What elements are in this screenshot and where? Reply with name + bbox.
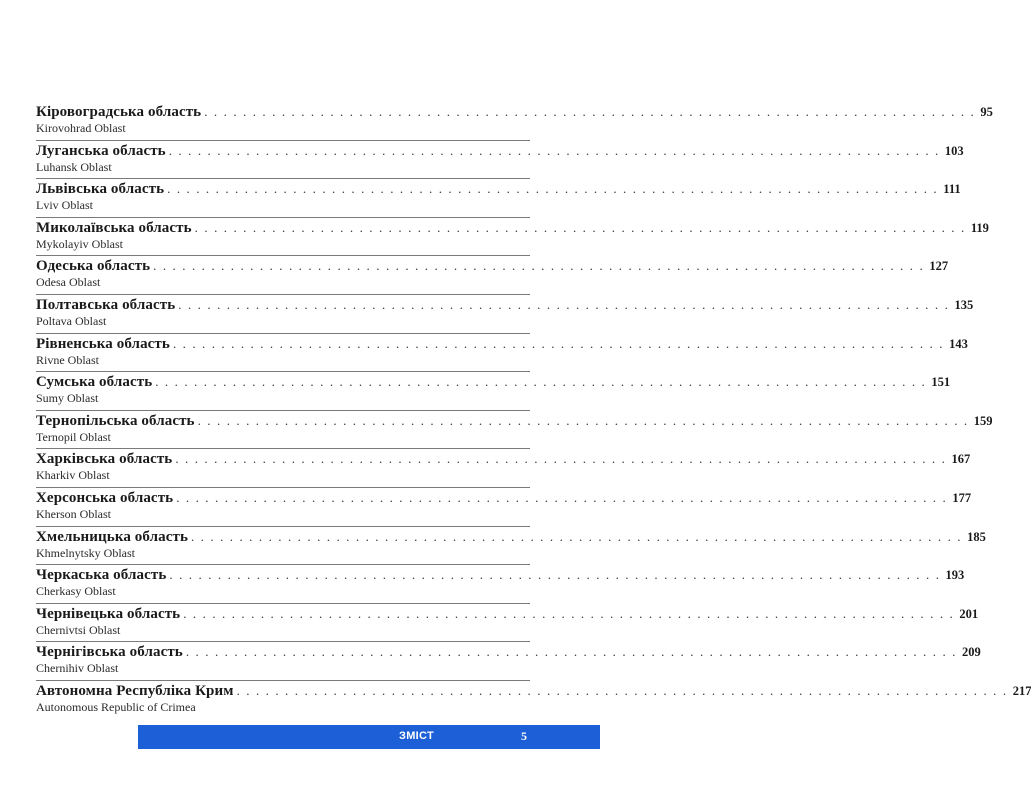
toc-entry-title: Одеська область [36, 258, 151, 275]
toc-entry-title: Черкаська область [36, 567, 167, 584]
toc-entry[interactable] [36, 256, 949, 295]
toc-entry-title: Миколаївська область [36, 219, 192, 236]
toc-entry-title: Сумська область [36, 374, 153, 391]
toc-entry-title: Тернопільська область [36, 412, 195, 429]
toc-entry[interactable] [36, 449, 971, 488]
toc-entry-line [36, 296, 974, 314]
toc-entry-subtitle: Odesa Oblast [36, 275, 101, 290]
toc-entry-subtitle: Ternopil Oblast [36, 429, 111, 444]
toc-entry-line [36, 142, 964, 160]
toc-entry-subtitle: Lviv Oblast [36, 198, 93, 213]
toc-entry-title: Херсонська область [36, 489, 174, 506]
toc-entry-title: Харківська область [36, 451, 173, 468]
toc-entry-title: Львівська область [36, 181, 165, 198]
toc-entry-page-number: 185 [967, 529, 986, 544]
toc-entry-line [36, 374, 951, 391]
toc-entry-page-number: 127 [929, 259, 949, 274]
toc-entry-page-number: 167 [951, 452, 971, 467]
toc-entry-subtitle: Sumy Oblast [36, 391, 99, 406]
toc-entry-title: Автономна Республіка Крим [36, 682, 234, 699]
toc-entry-subtitle: Kharkiv Oblast [36, 468, 110, 483]
footer-section-title: ЗМІСТ [399, 730, 434, 742]
toc-entry[interactable] [36, 218, 989, 257]
dot-leader: . . . . . . . . . . . . . . . . . . . . . . . . . . . . . . . . . . . . . . . . . . . . . . . . . . . . . . . . . . . . . . . . . . . . . . . . . . . . . . . . [175, 451, 947, 467]
toc-entry-page-number: 193 [945, 568, 965, 583]
toc-entry-title: Рівненська область [36, 335, 170, 352]
toc-entry-subtitle: Kirovohrad Oblast [36, 121, 126, 135]
toc-entry-subtitle: Mykolayiv Oblast [36, 236, 123, 251]
toc-entry-page-number: 177 [952, 490, 972, 505]
table-of-contents [36, 102, 1031, 720]
toc-entry[interactable] [36, 141, 964, 180]
dot-leader: . . . . . . . . . . . . . . . . . . . . . . . . . . . . . . . . . . . . . . . . . . . . . . . . . . . . . . . . . . . . . . . . . . . . . . . . . . . . . . . . [236, 682, 1008, 698]
toc-entry-page-number: 143 [949, 336, 968, 351]
dot-leader: . . . . . . . . . . . . . . . . . . . . . . . . . . . . . . . . . . . . . . . . . . . . . . . . . . . . . . . . . . . . . . . . . . . . . . . . . . . . . . . . [176, 489, 948, 505]
toc-entry[interactable] [36, 681, 1031, 720]
toc-entry-title: Полтавська область [36, 296, 176, 313]
toc-entry-line [36, 219, 989, 237]
toc-entry-line [36, 567, 965, 584]
toc-entry-subtitle: Khmelnytsky Oblast [36, 545, 135, 560]
dot-leader: . . . . . . . . . . . . . . . . . . . . . . . . . . . . . . . . . . . . . . . . . . . . . . . . . . . . . . . . . . . . . . . . . . . . . . . . . . . . . . . . [153, 258, 925, 274]
toc-entry[interactable] [36, 527, 986, 566]
toc-entry[interactable] [36, 488, 972, 527]
toc-entry-line [36, 489, 972, 507]
dot-leader: . . . . . . . . . . . . . . . . . . . . . . . . . . . . . . . . . . . . . . . . . . . . . . . . . . . . . . . . . . . . . . . . . . . . . . . . . . . . . . . . [194, 219, 966, 235]
toc-entry-line [36, 181, 961, 198]
toc-entry-subtitle: Chernivtsi Oblast [36, 622, 121, 637]
toc-entry[interactable] [36, 179, 961, 218]
toc-entry[interactable] [36, 372, 951, 411]
toc-entry-page-number: 201 [959, 606, 979, 621]
toc-entry[interactable] [36, 102, 993, 141]
toc-entry-subtitle: Cherkasy Oblast [36, 584, 116, 599]
toc-entry-page-number: 135 [954, 297, 974, 312]
toc-entry-subtitle: Autonomous Republic of Crimea [36, 699, 196, 714]
dot-leader: . . . . . . . . . . . . . . . . . . . . . . . . . . . . . . . . . . . . . . . . . . . . . . . . . . . . . . . . . . . . . . . . . . . . . . . . . . . . . . . . [169, 567, 941, 583]
toc-entry-title: Луганська область [36, 142, 166, 159]
toc-entry[interactable] [36, 642, 981, 681]
toc-entry-subtitle: Kherson Oblast [36, 506, 111, 521]
toc-entry-page-number: 209 [962, 645, 981, 660]
toc-entry[interactable] [36, 604, 979, 643]
toc-entry-line [36, 528, 986, 546]
toc-entry-line [36, 451, 971, 468]
toc-entry[interactable] [36, 565, 965, 604]
toc-entry-subtitle: Luhansk Oblast [36, 159, 112, 174]
dot-leader: . . . . . . . . . . . . . . . . . . . . . . . . . . . . . . . . . . . . . . . . . . . . . . . . . . . . . . . . . . . . . . . . . . . . . . . . . . . . . . . . [204, 104, 976, 119]
toc-entry-page-number: 103 [944, 143, 964, 158]
dot-leader: . . . . . . . . . . . . . . . . . . . . . . . . . . . . . . . . . . . . . . . . . . . . . . . . . . . . . . . . . . . . . . . . . . . . . . . . . . . . . . . . [172, 335, 945, 351]
toc-entry-line [36, 605, 979, 623]
dot-leader: . . . . . . . . . . . . . . . . . . . . . . . . . . . . . . . . . . . . . . . . . . . . . . . . . . . . . . . . . . . . . . . . . . . . . . . . . . . . . . . . [185, 644, 957, 660]
toc-entry-page-number: 95 [980, 105, 993, 119]
toc-entry-page-number: 217 [1012, 683, 1031, 698]
toc-entry-subtitle: Chernihiv Oblast [36, 661, 119, 676]
toc-entry-page-number: 119 [970, 220, 989, 235]
toc-entry[interactable] [36, 295, 974, 334]
toc-entry-line [36, 682, 1031, 700]
toc-entry-title: Чернігівська область [36, 644, 183, 661]
toc-entry-subtitle: Rivne Oblast [36, 352, 99, 367]
toc-entry-title: Хмельницька область [36, 528, 188, 545]
toc-entry-line [36, 644, 981, 661]
footer-page-number: 5 [521, 729, 527, 743]
dot-leader: . . . . . . . . . . . . . . . . . . . . . . . . . . . . . . . . . . . . . . . . . . . . . . . . . . . . . . . . . . . . . . . . . . . . . . . . . . . . . . . . [167, 181, 939, 197]
toc-entry-page-number: 151 [931, 375, 951, 390]
toc-entry-line [36, 104, 993, 121]
dot-leader: . . . . . . . . . . . . . . . . . . . . . . . . . . . . . . . . . . . . . . . . . . . . . . . . . . . . . . . . . . . . . . . . . . . . . . . . . . . . . . . . [155, 374, 927, 390]
toc-entry-line [36, 335, 968, 353]
footer-bar [138, 725, 600, 749]
toc-entry[interactable] [36, 334, 968, 373]
toc-entry-page-number: 159 [973, 413, 993, 428]
toc-entry-line [36, 258, 949, 275]
dot-leader: . . . . . . . . . . . . . . . . . . . . . . . . . . . . . . . . . . . . . . . . . . . . . . . . . . . . . . . . . . . . . . . . . . . . . . . . . . . . . . . . [190, 528, 963, 544]
toc-entry-page-number: 111 [943, 182, 961, 197]
toc-entry[interactable] [36, 411, 993, 450]
toc-entry-subtitle: Poltava Oblast [36, 313, 107, 328]
toc-entry-title: Кіровоградська область [36, 104, 202, 120]
dot-leader: . . . . . . . . . . . . . . . . . . . . . . . . . . . . . . . . . . . . . . . . . . . . . . . . . . . . . . . . . . . . . . . . . . . . . . . . . . . . . . . . [168, 142, 940, 158]
dot-leader: . . . . . . . . . . . . . . . . . . . . . . . . . . . . . . . . . . . . . . . . . . . . . . . . . . . . . . . . . . . . . . . . . . . . . . . . . . . . . . . . [183, 605, 955, 621]
dot-leader: . . . . . . . . . . . . . . . . . . . . . . . . . . . . . . . . . . . . . . . . . . . . . . . . . . . . . . . . . . . . . . . . . . . . . . . . . . . . . . . . [178, 296, 950, 312]
toc-entry-line [36, 412, 993, 430]
dot-leader: . . . . . . . . . . . . . . . . . . . . . . . . . . . . . . . . . . . . . . . . . . . . . . . . . . . . . . . . . . . . . . . . . . . . . . . . . . . . . . . . [197, 412, 969, 428]
toc-entry-title: Чернівецька область [36, 605, 181, 622]
